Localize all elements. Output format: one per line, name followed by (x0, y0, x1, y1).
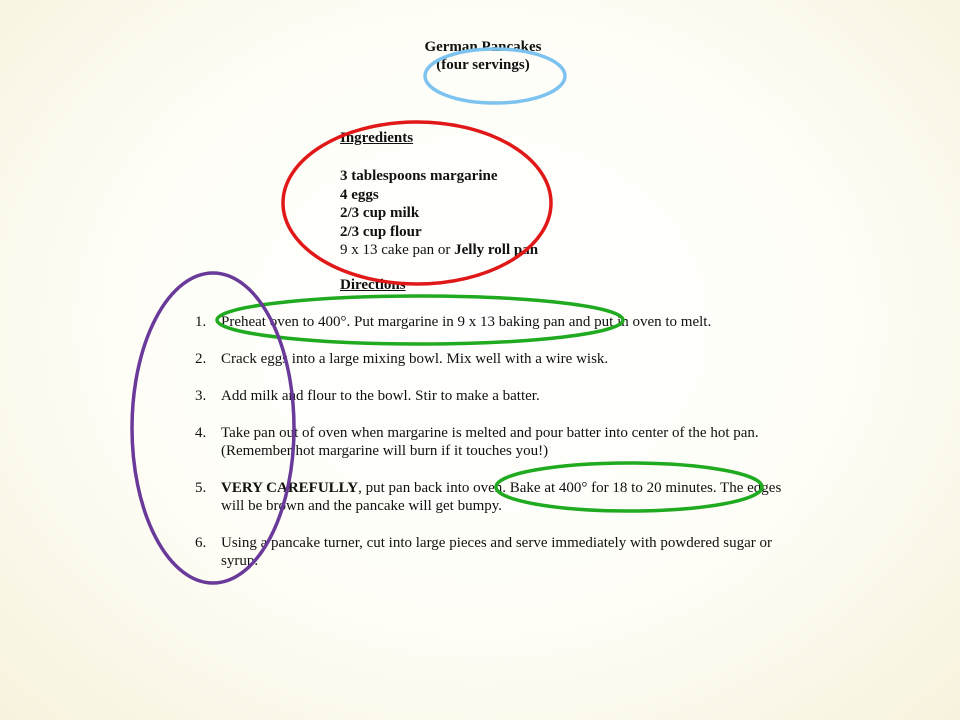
step-number: 1. (195, 314, 207, 330)
ingredients-heading: Ingredients (340, 130, 414, 146)
step-line: Using a pancake turner, cut into large pieces and serve immediately with powdered sugar or (221, 535, 773, 551)
ingredient-item: 3 tablespoons margarine (340, 168, 498, 184)
recipe-title: German Pancakes (424, 39, 542, 55)
pan-text: 9 x 13 cake pan or (340, 242, 455, 258)
ingredient-item: 4 eggs (340, 186, 379, 203)
pan-bold-text: Jelly roll pan (454, 242, 539, 258)
step-number: 2. (195, 351, 207, 367)
step-text (221, 387, 825, 405)
ingredient-item: 2/3 cup flour (340, 223, 422, 240)
ingredient-item: 2/3 cup milk (340, 205, 420, 221)
step-text (221, 313, 825, 331)
step-text (221, 424, 825, 460)
step-line: syrup. (221, 553, 259, 569)
step-line: (Remember hot margarine will burn if it touches you!) (221, 443, 549, 459)
step-line: Take pan out of oven when margarine is melted and pour batter into center of the hot pan. (221, 425, 759, 441)
ingredient-pan (340, 241, 600, 260)
step-number: 5. (195, 480, 207, 496)
ingredients-section (340, 129, 600, 260)
recipe-servings: (four servings) (436, 57, 530, 73)
step-text (221, 350, 825, 368)
step-line-rest: , put pan back into oven. Bake at 400° for 18 to 20 minutes. The edges (358, 480, 782, 496)
step-number: 3. (195, 388, 207, 404)
step-line: Add milk and flour to the bowl. Stir to make a batter. (221, 388, 540, 404)
step-line: Preheat oven to 400°. Put margarine in 9 x 13 baking pan and put in oven to melt. (221, 314, 712, 330)
step-line: will be brown and the pancake will get bumpy. (221, 498, 503, 514)
step-emphasis: VERY CAREFULLY (221, 480, 359, 496)
directions-heading: Directions (340, 277, 406, 293)
step-number: 6. (195, 535, 207, 551)
step-number: 4. (195, 425, 207, 441)
step-text (221, 534, 825, 570)
step-text (221, 479, 825, 515)
step-line-first (221, 479, 825, 497)
step-line: Crack eggs into a large mixing bowl. Mix well with a wire wisk. (221, 351, 609, 367)
